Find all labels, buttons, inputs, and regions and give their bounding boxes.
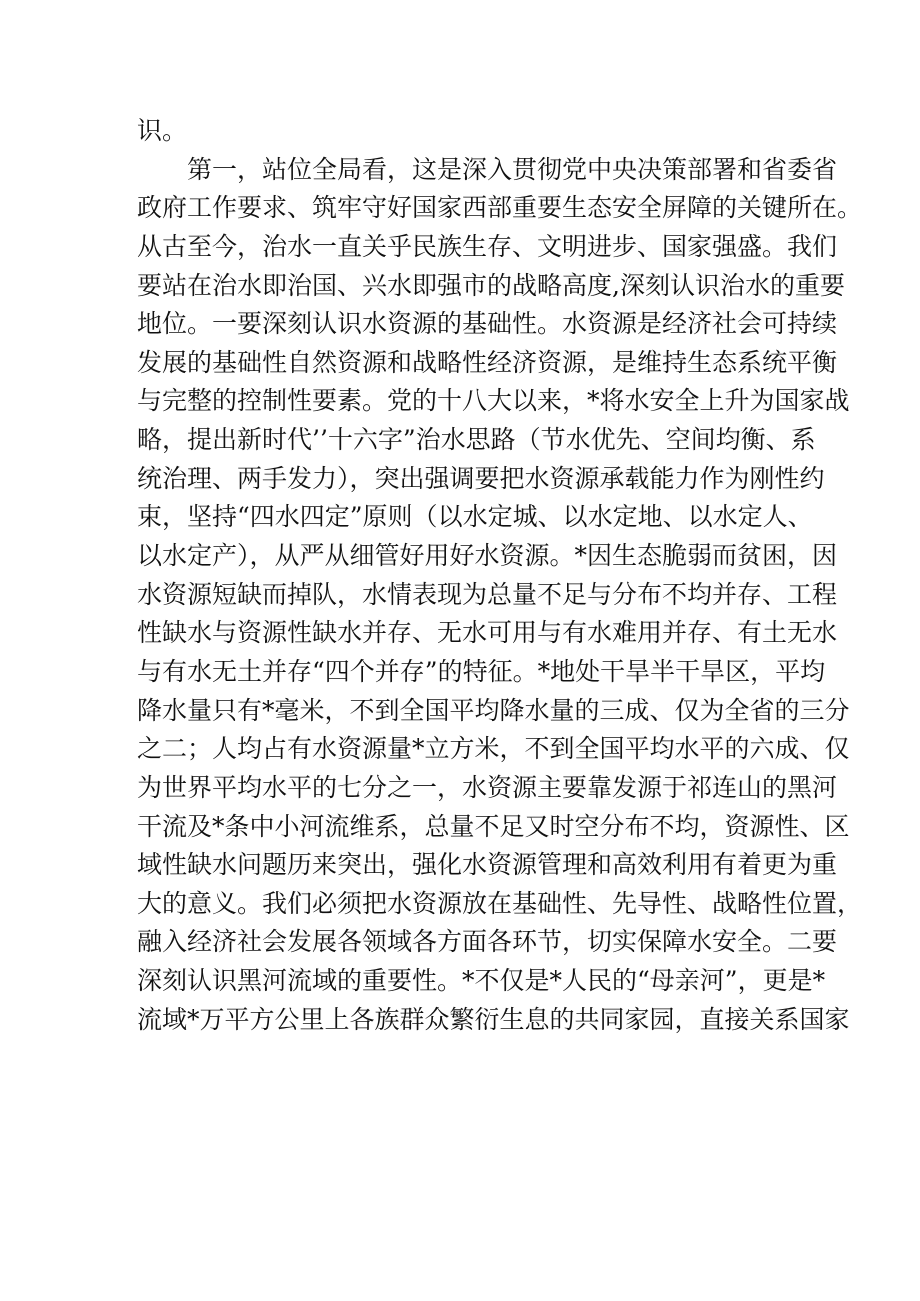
text-line: 干流及*条中小河流维系，总量不足又时空分布不均，资源性、区 — [137, 811, 850, 841]
text-line: 降水量只有*毫米，不到全国平均降水量的三成、仅为全省的三分 — [137, 695, 850, 725]
text-line: 要站在治水即治国、兴水即强市的战略高度,深刻认识治水的重要 — [137, 270, 845, 300]
text-line: 融入经济社会发展各领域各方面各环节，切实保障水安全。二要 — [137, 927, 838, 957]
text-line: 流域*万平方公里上各族群众繁衍生息的共同家园，直接关系国家 — [137, 1004, 850, 1034]
document-body — [137, 112, 863, 1039]
text-line: 统治理、两手发力），突出强调要把水资源承载能力作为刚性约 — [137, 463, 825, 493]
text-line: 以水定产），从严从细管好用好水资源。*因生态脆弱而贫困，因 — [137, 541, 838, 571]
text-line: 地位。一要深刻认识水资源的基础性。水资源是经济社会可持续 — [137, 309, 838, 339]
text-line: 性缺水与资源性缺水并存、无水可用与有水难用并存、有土无水 — [137, 618, 838, 648]
text-line: 之二；人均占有水资源量*立方米，不到全国平均水平的六成、仅 — [137, 734, 850, 764]
paragraph-first-line: 第一，站位全局看，这是深入贯彻党中央决策部署和省委省 — [187, 154, 838, 184]
text-line: 域性缺水问题历来突出，强化水资源管理和高效利用有着更为重 — [137, 850, 838, 880]
text-line: 从古至今，治水一直关乎民族生存、文明进步、国家强盛。我们 — [137, 231, 838, 261]
text-line: 略，提出新时代’’十六字”治水思路（节水优先、空间均衡、系 — [137, 425, 816, 455]
text-line: 发展的基础性自然资源和战略性经济资源，是维持生态系统平衡 — [137, 347, 838, 377]
text-line: 与完整的控制性要素。党的十八大以来，*将水安全上升为国家战 — [137, 386, 850, 416]
text-line: 深刻认识黑河流域的重要性。*不仅是*人民的“母亲河”，更是* — [137, 966, 826, 996]
text-line: 束，坚持“四水四定”原则（以水定城、以水定地、以水定人、 — [137, 502, 813, 532]
text-line: 识。 — [137, 116, 188, 145]
text-line: 与有水无土并存“四个并存”的特征。*地处干旱半干旱区，平均 — [137, 656, 826, 686]
text-line: 为世界平均水平的七分之一，水资源主要靠发源于祁连山的黑河 — [137, 772, 838, 802]
text-line: 政府工作要求、筑牢守好国家西部重要生态安全屏障的关键所在。 — [137, 193, 863, 223]
text-line: 大的意义。我们必须把水资源放在基础性、先导性、战略性位置， — [137, 888, 863, 918]
text-line: 水资源短缺而掉队，水情表现为总量不足与分布不均并存、工程 — [137, 579, 838, 609]
